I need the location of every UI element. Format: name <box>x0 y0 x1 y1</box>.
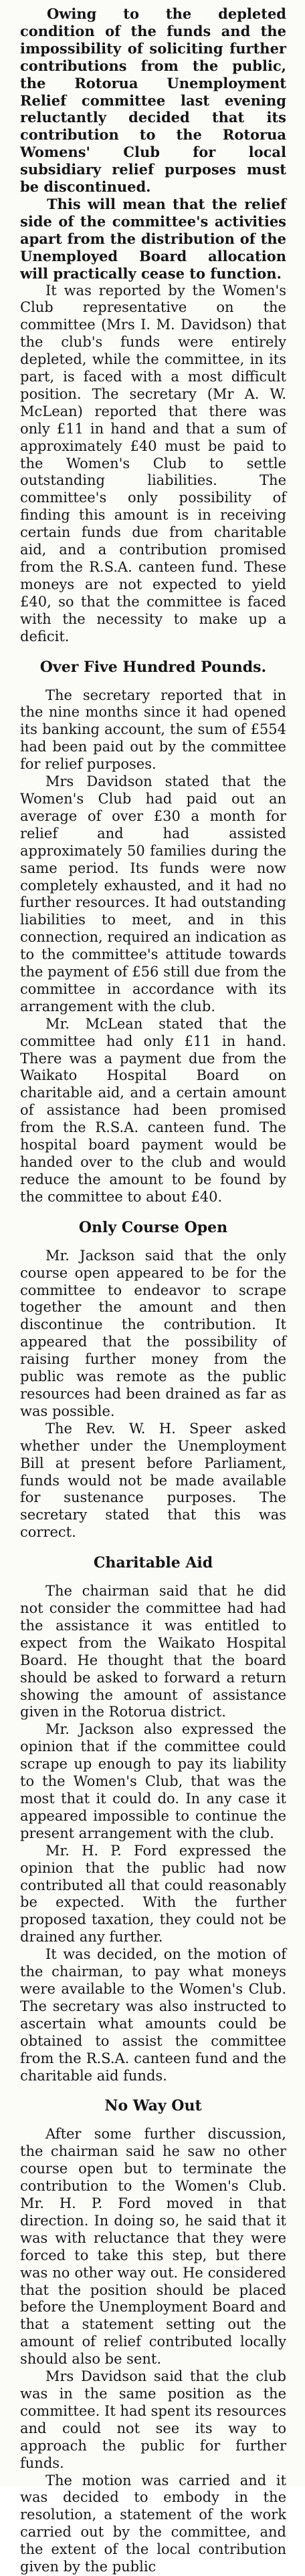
lead-paragraph: This will mean that the relief side of the committee's activities apart from the distribution of the Unemployed Board allocation will practically cease to function. <box>20 195 286 282</box>
body-paragraph: Mr. McLean stated that the committee had only £11 in hand. There was a payment due from the Waikato Hospital Board on charitable aid, and a certain amount of assistance had been promised from the R.S.A. canteen fund. The hospital board payment would be handed over to the club and would reduce the amount to be found by the committee to about £40. <box>20 1015 286 1205</box>
body-paragraph: Mr. Jackson said that the only course open appeared to be for the committee to endeavor to scrape together the amount and then discontinue the contribution. It appeared that the possibility of raising further money from the public was remote as the public resources had been drained as far as was possible. <box>20 1247 286 1419</box>
section-heading: No Way Out <box>104 2097 202 2115</box>
body-paragraph: It was reported by the Women's Club representative on the committee (Mrs I. M. Davidson) that the club's funds were entirely depleted, while the committee, in its part, is faced with a most difficult position. The secretary (Mr A. W. McLean) reported that there was only £11 in hand and that a sum of approximately £40 must be paid to the Women's Club to settle outstanding liabilities. The committee's only possibility of finding this amount is in receiving certain funds due from charitable aid, and a contribution promised from the R.S.A. canteen fund. These moneys are not expected to yield £40, so that the committee is faced with the necessity to make up a deficit. <box>20 282 286 645</box>
body-paragraph: The secretary reported that in the nine months since it had opened its banking account, the sum of £554 had been paid out by the committee for relief purposes. <box>20 687 286 773</box>
body-paragraph: Mrs Davidson said that the club was in the same position as the committee. It had spent its resources and could not see its way to approach the public for further funds. <box>20 2368 286 2471</box>
body-paragraph: Mr. H. P. Ford expressed the opinion that the public had now contributed all that could reasonably be expected. With the further proposed taxation, they could not be drained any further. <box>20 1842 286 1946</box>
body-paragraph: The chairman said that he did not consider the committee had had the assistance it was entitled to expect from the Waikato Hospital Board. He thought that the board should be asked to forward a return showing the amount of assistance given in the Rotorua district. <box>20 1583 286 1720</box>
section-heading: Only Course Open <box>78 1218 228 1236</box>
body-paragraph: Mrs Davidson stated that the Women's Club had paid out an average of over £30 a month for relief and had assisted approximately 50 families during the same period. Its funds were now completely exhausted, and it had no further resources. It had outstanding liabilities to meet, and in this connection, required an indication as to the committee's attitude towards the payment of £56 still due from the committee in accordance with its arrangement with the club. <box>20 773 286 1015</box>
body-paragraph: After some further discussion, the chairman said he saw no other course open but to terminate the contribution to the Women's Club. Mr. H. P. Ford moved in that direction. In doing so, he said that it was with reluctance that they were forced to take this step, but there was no other way out. He considered that the position should be placed before the Unemployment Board and that a statement setting out the amount of relief contributed locally should also be sent. <box>20 2126 286 2368</box>
lead-paragraph: Owing to the depleted condition of the funds and the impossibility of soliciting further contributions from the public, the Rotorua Unemployment Relief committee last evening reluctantly decided that its contribution to the Rotorua Womens' Club for local subsidiary relief purposes must be discontinued. <box>20 5 286 196</box>
body-paragraph: The motion was carried and it was decided to embody in the resolution, a statement of the work carried out by the committee, and the extent of the local contribution given by the public <box>20 2472 286 2575</box>
body-paragraph: It was decided, on the motion of the chairman, to pay what moneys were available to the Women's Club. The secretary was also instructed to ascertain what amounts could be obtained to assist the committee from the R.S.A. canteen fund and the charitable aid funds. <box>20 1946 286 2084</box>
section-heading: Charitable Aid <box>93 1554 213 1572</box>
section-heading: Over Five Hundred Pounds. <box>39 658 267 676</box>
body-paragraph: Mr. Jackson also expressed the opinion that if the committee could scrape up enough to pay its liability to the Women's Club, that was the most that it could do. In any case it appeared impossible to continue the present arrangement with the club. <box>20 1721 286 1841</box>
body-paragraph: The Rev. W. H. Speer asked whether under the Unemployment Bill at present before Parliament, funds would not be made available for sustenance purposes. The secretary stated that this was correct. <box>20 1420 286 1541</box>
